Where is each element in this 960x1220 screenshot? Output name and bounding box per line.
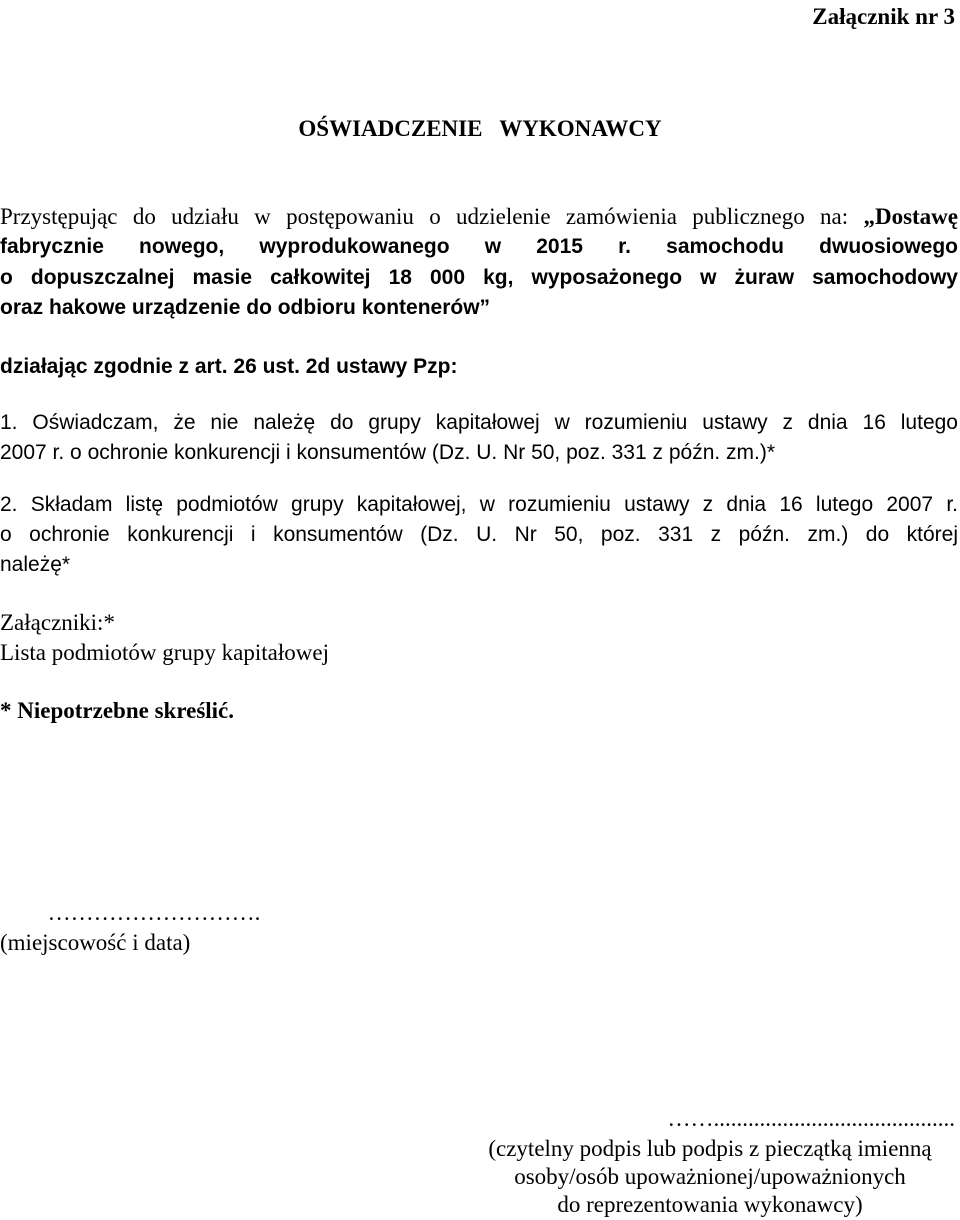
statement-1-line-2: 2007 r. o ochronie konkurencji i konsumentów (Dz. U. Nr 50, poz. 331 z późn. zm.)* bbox=[0, 441, 776, 464]
document-title: OŚWIADCZENIE WYKONAWCY bbox=[298, 116, 662, 141]
intro-line-3: o dopuszczalnej masie całkowitej 18 000 kg, wyposażonego w żuraw samochodowy bbox=[0, 266, 958, 289]
intro-line-1-bold: „Dostawę bbox=[863, 204, 958, 229]
place-date-label: (miejscowość i data) bbox=[0, 930, 191, 955]
attachments-label: Załączniki:* bbox=[0, 610, 115, 635]
statement-2-line-1: 2. Składam listę podmiotów grupy kapitałowej, w rozumieniu ustawy z dnia 16 lutego 2007 r. bbox=[0, 493, 958, 516]
intro-line-2: fabrycznie nowego, wyprodukowanego w 2015 r. samochodu dwuosiowego bbox=[0, 235, 958, 258]
attachment-number: Załącznik nr 3 bbox=[812, 4, 955, 29]
footnote: * Niepotrzebne skreślić. bbox=[0, 698, 235, 723]
place-date-dots: ………………………. bbox=[47, 900, 261, 925]
signature-line-3: do reprezentowania wykonawcy) bbox=[557, 1192, 863, 1217]
signature-line-2: osoby/osób upoważnionej/upoważnionych bbox=[514, 1164, 906, 1189]
signature-line-1: (czytelny podpis lub podpis z pieczątką imienną bbox=[488, 1136, 932, 1161]
legal-basis: działając zgodnie z art. 26 ust. 2d ustawy Pzp: bbox=[0, 355, 458, 378]
intro-line-1 bbox=[0, 202, 958, 232]
statement-2-line-3: należę* bbox=[0, 553, 71, 576]
intro-line-1-text: Przystępując do udziału w postępowaniu o udzielenie zamówienia publicznego na: bbox=[0, 204, 849, 229]
statement-1-line-1: 1. Oświadczam, że nie należę do grupy kapitałowej w rozumieniu ustawy z dnia 16 lutego bbox=[0, 411, 958, 434]
intro-line-4: oraz hakowe urządzenie do odbioru kontenerów” bbox=[0, 296, 491, 319]
attachments-item: Lista podmiotów grupy kapitałowej bbox=[0, 640, 329, 665]
statement-2-line-2: o ochronie konkurencji i konsumentów (Dz. U. Nr 50, poz. 331 z późn. zm.) do której bbox=[0, 523, 958, 546]
signature-dots: …….......................................... bbox=[667, 1106, 955, 1131]
